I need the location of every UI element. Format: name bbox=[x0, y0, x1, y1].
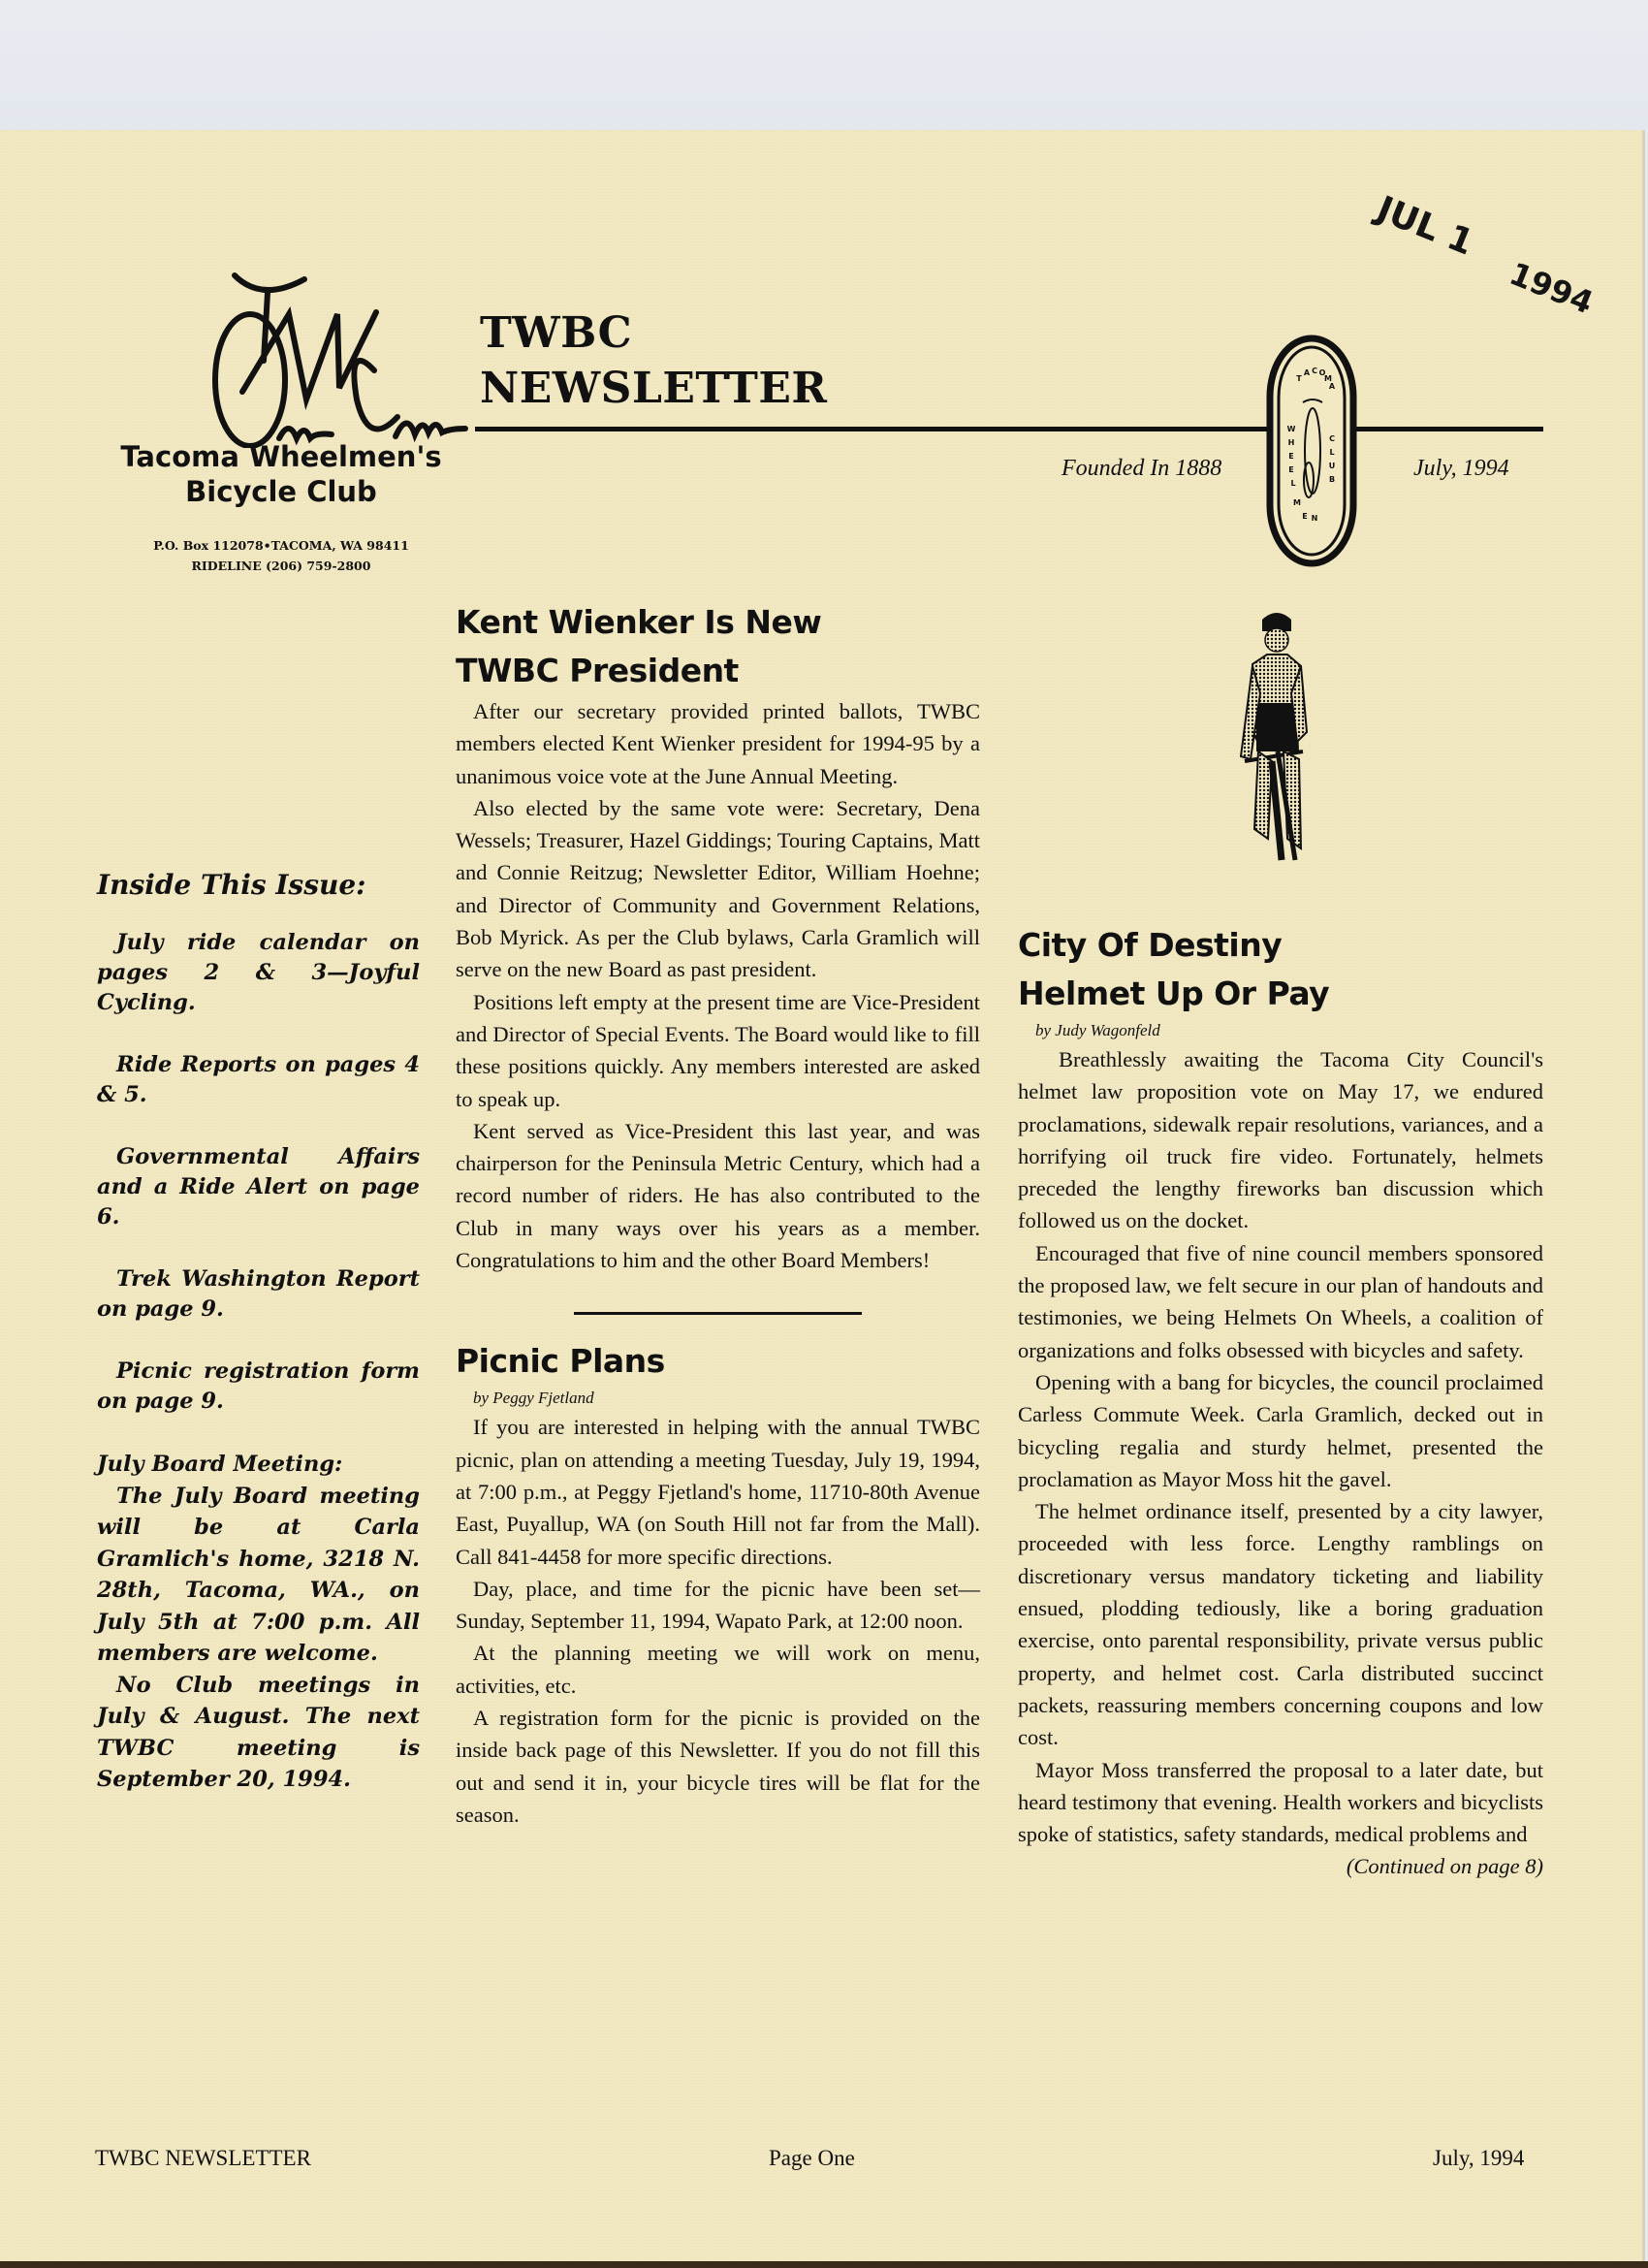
article-paragraph: Also elected by the same vote were: Secretary, Dena Wessels; Treasurer, Hazel Giddings; Touring Captains, Matt and Connie Reitzug; Newsletter Editor, William Hoehne; and Director of Community and Government Relations, Bob Myrick. As per the Club bylaws, Carla Gramlich will serve on the new Board as past president. bbox=[456, 795, 980, 982]
issue-item: Ride Reports on pages 4 & 5. bbox=[97, 1052, 420, 1107]
stamp-month-day: JUL 1 bbox=[1371, 189, 1479, 264]
scanner-background bbox=[0, 0, 1648, 130]
svg-text:H: H bbox=[1287, 438, 1295, 447]
newsletter-title bbox=[480, 305, 827, 416]
club-name-line1: Tacoma Wheelmen's bbox=[120, 440, 442, 473]
headline-line2: TWBC President bbox=[456, 652, 739, 689]
svg-text:C: C bbox=[1312, 367, 1317, 375]
footer-page-number: Page One bbox=[769, 2146, 855, 2170]
stamp-year: 1994 bbox=[1504, 254, 1599, 322]
svg-text:N: N bbox=[1311, 514, 1318, 523]
scanner-edge bbox=[0, 2261, 1648, 2268]
article-paragraph: Kent served as Vice-President this last year, and was chairperson for the Peninsula Metric Century, which had a record number of riders. He has also contributed to the Club in many ways over his years as a member. Congratulations to him and the other Board Members! bbox=[456, 1118, 980, 1273]
issue-item: Picnic registration form on page 9. bbox=[97, 1358, 420, 1414]
middle-column bbox=[456, 598, 980, 1831]
svg-text:B: B bbox=[1328, 475, 1336, 484]
president-article bbox=[456, 598, 980, 1276]
svg-text:M: M bbox=[1324, 374, 1332, 383]
svg-text:E: E bbox=[1302, 512, 1308, 521]
article-paragraph: Encouraged that five of nine council members sponsored the proposed law, we felt secure in our plan of handouts and testimonies, we being Helmets On Wheels, a coalition of organizations and folks obsessed with bicycles and safety. bbox=[1018, 1240, 1543, 1362]
club-address bbox=[97, 535, 465, 576]
tacoma-wheelmen-club-emblem-icon bbox=[1266, 335, 1357, 567]
svg-text:L: L bbox=[1290, 479, 1296, 488]
club-name-line2: Bicycle Club bbox=[185, 475, 377, 508]
title-line2: NEWSLETTER bbox=[480, 364, 828, 413]
inside-this-issue-sidebar bbox=[97, 869, 420, 1796]
svg-text:A: A bbox=[1303, 368, 1311, 377]
article-headline bbox=[1018, 921, 1543, 1018]
headline-line1: City Of Destiny bbox=[1018, 926, 1283, 964]
masthead-rule bbox=[475, 427, 1272, 431]
issue-item: July ride calendar on pages 2 & 3—Joyful Cycling. bbox=[97, 930, 420, 1015]
svg-text:C: C bbox=[1329, 434, 1335, 443]
board-meeting-notice bbox=[97, 1449, 420, 1796]
club-meetings-text: No Club meetings in July & August. The next TWBC meeting is September 20, 1994. bbox=[97, 1672, 420, 1792]
board-meeting-heading: July Board Meeting: bbox=[97, 1452, 343, 1477]
continued-link: (Continued on page 8) bbox=[1346, 1854, 1543, 1879]
article-paragraph: Mayor Moss transferred the proposal to a later date, but heard testimony that evening. Health workers and bicyclists spoke of statistics, safety standards, medical problems and bbox=[1018, 1757, 1543, 1847]
masthead-rule bbox=[1355, 427, 1543, 431]
svg-text:U: U bbox=[1328, 462, 1336, 470]
article-paragraph: The helmet ordinance itself, presented by a city lawyer, proceeded with less force. Lengthy ramblings on discretionary versus mandatory ticketing and liability ensued, plodding tediously, like a boring graduation exercise, onto parental responsibility, private versus public property, and helmet cost. Carla distributed succinct packets, reassuring members concerning coupons and low cost. bbox=[1018, 1499, 1543, 1750]
sidebar-title: Inside This Issue: bbox=[97, 869, 366, 901]
issue-date: July, 1994 bbox=[1413, 456, 1509, 481]
article-byline: by Judy Wagonfeld bbox=[1035, 1021, 1160, 1039]
article-paragraph: Breathlessly awaiting the Tacoma City Council's helmet law proposition vote on May 17, we endured proclamations, sidewalk repair resolutions, variances, and a horrifying oil truck fire video. Fortunately, helmets preceded the lengthy fireworks ban discussion which followed us on the docket. bbox=[1018, 1047, 1543, 1233]
article-paragraph: If you are interested in helping with the annual TWBC picnic, plan on attending a meeting Tuesday, July 19, 1994, at 7:00 p.m., at Peggy Fjetland's home, 11710-80th Avenue East, Puyallup, WA (on South Hill not far from the Mall). Call 841-4458 for more specific directions. bbox=[456, 1415, 980, 1569]
article-headline bbox=[456, 598, 980, 695]
article-byline: by Peggy Fjetland bbox=[473, 1389, 594, 1408]
svg-text:O: O bbox=[1318, 368, 1326, 377]
article-paragraph: Opening with a bang for bicycles, the council proclaimed Carless Commute Week. Carla Gramlich, decked out in bicycling regalia and sturdy helmet, presented the proclamation as Mayor Moss hit the gavel. bbox=[1018, 1369, 1543, 1491]
issue-item: Trek Washington Report on page 9. bbox=[97, 1266, 420, 1322]
title-line1: TWBC bbox=[480, 308, 633, 358]
article-paragraph: Positions left empty at the present time are Vice-President and Director of Special Events. The Board would like to fill these positions quickly. Any members interested are asked to speak up. bbox=[456, 989, 980, 1111]
article-paragraph: At the planning meeting we will work on menu, activities, etc. bbox=[456, 1641, 980, 1698]
article-paragraph: After our secretary provided printed ballots, TWBC members elected Kent Wienker president for 1994-95 by a unanimous voice vote at the June Annual Meeting. bbox=[456, 699, 980, 788]
cyclist-illustration bbox=[1223, 606, 1330, 863]
club-name bbox=[97, 439, 465, 509]
article-divider bbox=[574, 1312, 862, 1315]
issue-item: Governmental Affairs and a Ride Alert on page 6. bbox=[97, 1144, 420, 1230]
rideline-phone: RIDELINE (206) 759-2800 bbox=[191, 559, 371, 573]
svg-text:E: E bbox=[1288, 452, 1294, 461]
article-headline: Picnic Plans bbox=[456, 1342, 665, 1381]
svg-text:A: A bbox=[1328, 382, 1336, 391]
svg-text:L: L bbox=[1329, 448, 1335, 457]
footer-publication: TWBC NEWSLETTER bbox=[95, 2146, 311, 2170]
board-meeting-text: The July Board meeting will be at Carla Gramlich's home, 3218 N. 28th, Tacoma, WA., on July 5th at 7:00 p.m. All members are welcome. bbox=[97, 1483, 420, 1666]
svg-text:T: T bbox=[1296, 374, 1302, 383]
article-paragraph: Day, place, and time for the picnic have been set—Sunday, September 11, 1994, Wapato Park, at 12:00 noon. bbox=[456, 1576, 980, 1634]
svg-text:E: E bbox=[1288, 465, 1294, 474]
headline-line2: Helmet Up Or Pay bbox=[1018, 974, 1330, 1012]
founded-text: Founded In 1888 bbox=[1062, 456, 1222, 481]
bicycle-logo-icon bbox=[184, 254, 475, 448]
article-paragraph: A registration form for the picnic is provided on the inside back page of this Newsletter. If you do not fill this out and send it in, your bicycle tires will be flat for the season. bbox=[456, 1706, 980, 1827]
address-line: P.O. Box 112078•TACOMA, WA 98411 bbox=[153, 538, 409, 553]
headline-line1: Kent Wienker Is New bbox=[456, 603, 822, 641]
picnic-article bbox=[456, 1337, 980, 1831]
svg-text:M: M bbox=[1293, 498, 1301, 507]
helmet-article bbox=[1018, 921, 1543, 1883]
svg-text:W: W bbox=[1286, 425, 1296, 433]
footer-date: July, 1994 bbox=[1433, 2146, 1525, 2170]
